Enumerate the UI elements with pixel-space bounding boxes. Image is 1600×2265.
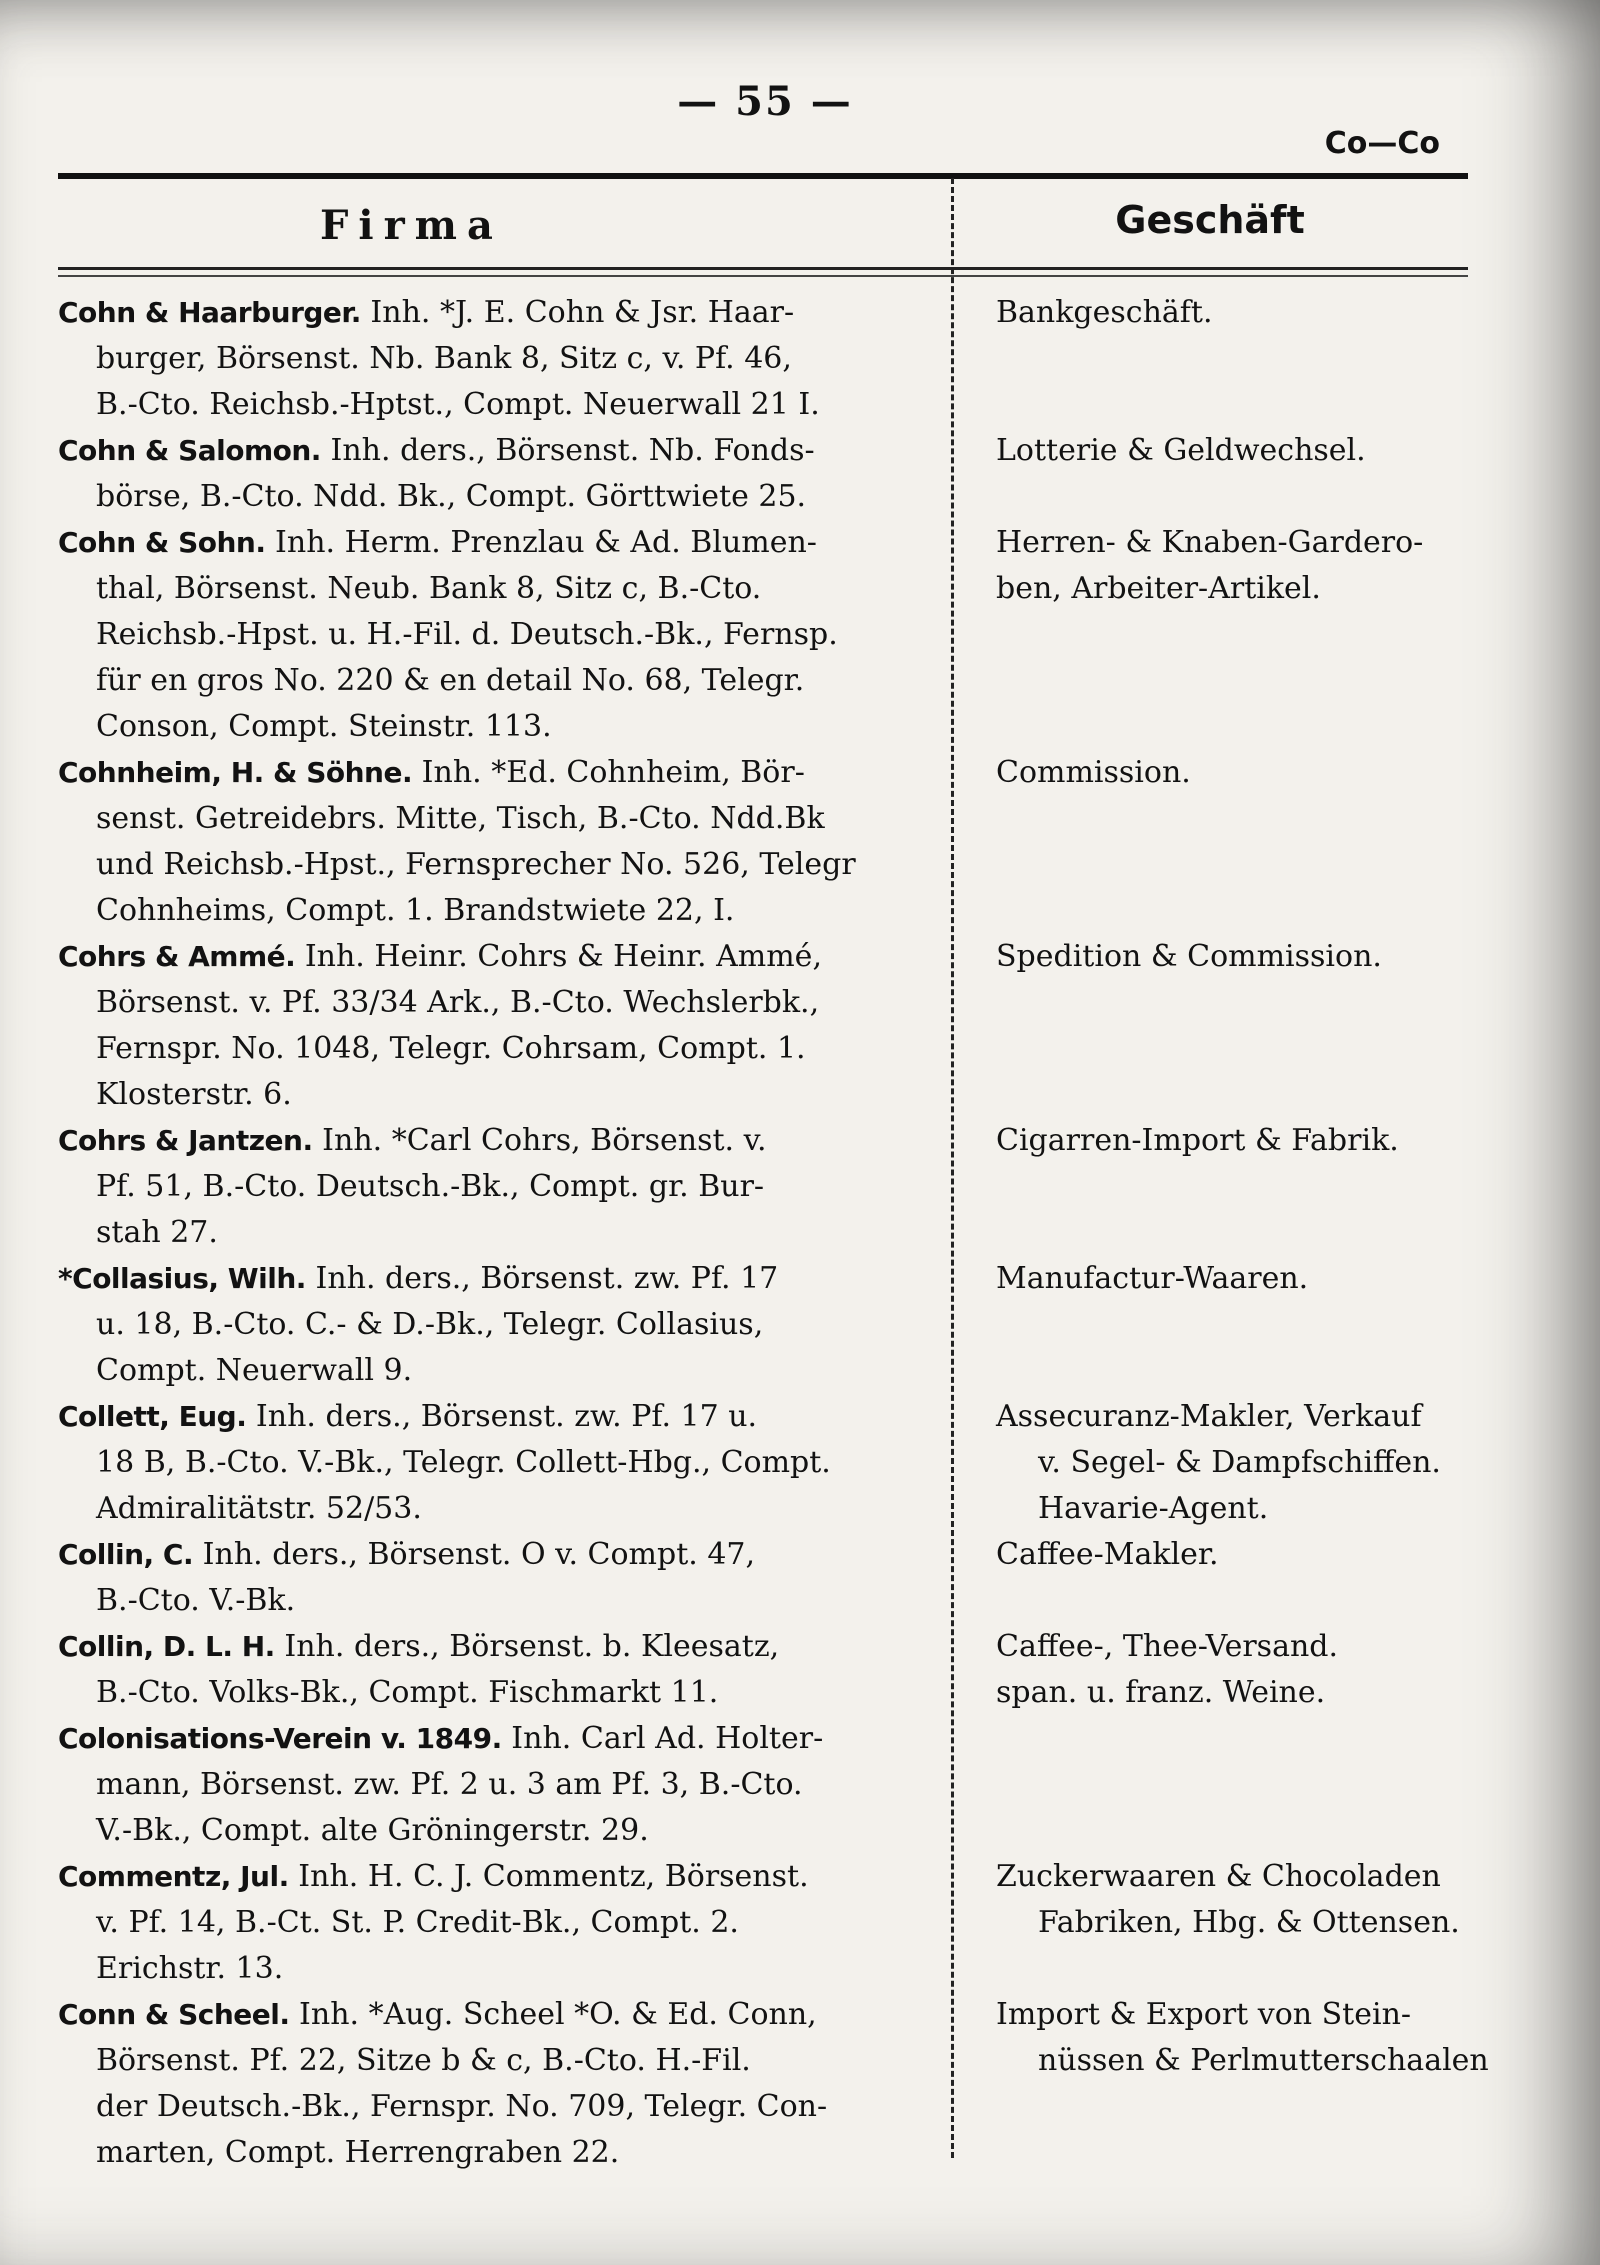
entry-name: Conn & Scheel. [58,1998,290,2031]
entry-detail-line: B.-Cto. Volks-Bk., Compt. Fischmarkt 11. [96,1675,719,1710]
entry-business-line: Import & Export von Stein- [996,1997,1412,2032]
directory-entry [0,1716,1600,1854]
running-head: Co—Co [1324,126,1440,161]
entry-firma [58,1716,958,1854]
directory-entry [0,1532,1600,1624]
entry-detail-line: marten, Compt. Herrengraben 22. [96,2135,620,2170]
entry-business-line: Manufactur-Waaren. [996,1261,1309,1296]
entry-detail-line: und Reichsb.-Hpst., Fernsprecher No. 526, Telegr [96,847,856,882]
column-header-firma: Firma [320,202,503,249]
entry-detail-line: Inh. Herm. Prenzlau & Ad. Blumen- [275,525,817,560]
entry-detail-line: burger, Börsenst. Nb. Bank 8, Sitz c, v. Pf. 46, [96,341,792,376]
entry-name: Cohn & Salomon. [58,434,321,467]
entry-business-line: ben, Arbeiter-Artikel. [996,571,1321,606]
entry-detail-line: Pf. 51, B.-Cto. Deutsch.-Bk., Compt. gr. Bur- [96,1169,765,1204]
entry-firma [58,1532,958,1624]
entry-first-line [58,520,948,566]
entry-business-line: Commission. [996,755,1191,790]
column-header-geschaeft: Geschäft [1115,198,1305,242]
entry-detail-line: 18 B, B.-Cto. V.-Bk., Telegr. Collett-Hbg., Compt. [96,1445,831,1480]
entry-detail-line: mann, Börsenst. zw. Pf. 2 u. 3 am Pf. 3, B.-Cto. [96,1767,803,1802]
directory-entry [0,1118,1600,1256]
entry-detail-line: u. 18, B.-Cto. C.- & D.-Bk., Telegr. Collasius, [96,1307,764,1342]
entry-detail-line: B.-Cto. V.-Bk. [96,1583,296,1618]
directory-entry [0,1256,1600,1394]
entry-geschaeft [996,1624,1516,1716]
entry-business-line: span. u. franz. Weine. [996,1675,1326,1710]
entry-name: Collin, C. [58,1538,194,1571]
entry-firma [58,1256,958,1394]
entry-detail-line: stah 27. [96,1215,218,1250]
directory-entry [0,1992,1600,2176]
entry-first-line [58,1118,948,1164]
entry-business-line: Zuckerwaaren & Chocoladen [996,1859,1441,1894]
entry-detail-line: Conson, Compt. Steinstr. 113. [96,709,552,744]
entry-name: Colonisations-Verein v. 1849. [58,1722,502,1755]
directory-entries [0,290,1600,2176]
entry-firma [58,750,958,934]
entry-detail-line: Inh. *Carl Cohrs, Börsenst. v. [322,1123,767,1158]
directory-entry [0,1624,1600,1716]
entry-geschaeft [996,428,1516,520]
entry-first-line [58,1992,948,2038]
entry-detail-line: Inh. ders., Börsenst. b. Kleesatz, [284,1629,780,1664]
entry-firma [58,1394,958,1532]
entry-geschaeft [996,934,1516,1118]
entry-name: *Collasius, Wilh. [58,1262,306,1295]
entry-detail-line: Reichsb.-Hpst. u. H.-Fil. d. Deutsch.-Bk., Fernsp. [96,617,838,652]
entry-name: Collett, Eug. [58,1400,247,1433]
entry-detail-line: Börsenst. Pf. 22, Sitze b & c, B.-Cto. H.-Fil. [96,2043,751,2078]
entry-first-line [58,1624,948,1670]
entry-name: Cohn & Haarburger. [58,296,361,329]
entry-business-line: Caffee-, Thee-Versand. [996,1629,1339,1664]
directory-entry [0,750,1600,934]
entry-first-line [58,934,948,980]
entry-geschaeft [996,1394,1516,1532]
entry-detail-line: Admiralitätstr. 52/53. [96,1491,422,1526]
entry-firma [58,428,958,520]
entry-first-line [58,1854,948,1900]
top-rule [58,173,1468,179]
entry-detail-line: Fernspr. No. 1048, Telegr. Cohrsam, Compt. 1. [96,1031,806,1066]
entry-name: Cohrs & Ammé. [58,940,296,973]
entry-detail-line: Inh. H. C. J. Commentz, Börsenst. [298,1859,809,1894]
entry-geschaeft [996,1992,1516,2176]
entry-name: Cohn & Sohn. [58,526,266,559]
entry-detail-line: Inh. ders., Börsenst. O v. Compt. 47, [202,1537,756,1572]
entry-business-line: Havarie-Agent. [1038,1491,1269,1526]
directory-entry [0,934,1600,1118]
entry-business-line: Cigarren-Import & Fabrik. [996,1123,1399,1158]
entry-firma [58,934,958,1118]
entry-name: Cohrs & Jantzen. [58,1124,313,1157]
entry-firma [58,1992,958,2176]
entry-detail-line: Inh. Carl Ad. Holter- [511,1721,824,1756]
entry-geschaeft [996,1118,1516,1256]
entry-geschaeft [996,520,1516,750]
entry-detail-line: Inh. ders., Börsenst. zw. Pf. 17 [315,1261,779,1296]
entry-geschaeft [996,1716,1516,1854]
entry-business-line: Bankgeschäft. [996,295,1213,330]
entry-detail-line: Erichstr. 13. [96,1951,284,1986]
entry-first-line [58,428,948,474]
entry-business-line: Spedition & Commission. [996,939,1382,974]
entry-geschaeft [996,1854,1516,1992]
entry-detail-line: Inh. *Ed. Cohnheim, Bör- [421,755,805,790]
page-number: — 55 — [677,78,853,125]
directory-entry [0,520,1600,750]
entry-detail-line: Inh. Heinr. Cohrs & Heinr. Ammé, [304,939,822,974]
header-rule [58,267,1468,270]
entry-name: Cohnheim, H. & Söhne. [58,756,413,789]
entry-geschaeft [996,290,1516,428]
entry-detail-line: für en gros No. 220 & en detail No. 68, Telegr. [96,663,805,698]
entry-first-line [58,1394,948,1440]
entry-name: Collin, D. L. H. [58,1630,275,1663]
entry-name: Commentz, Jul. [58,1860,289,1893]
directory-entry [0,290,1600,428]
entry-detail-line: Compt. Neuerwall 9. [96,1353,413,1388]
entry-detail-line: Inh. *J. E. Cohn & Jsr. Haar- [370,295,795,330]
entry-firma [58,520,958,750]
entry-detail-line: börse, B.-Cto. Ndd. Bk., Compt. Görttwiete 25. [96,479,807,514]
header-rule-secondary [58,275,1468,277]
entry-detail-line: Börsenst. v. Pf. 33/34 Ark., B.-Cto. Wechslerbk., [96,985,820,1020]
directory-entry [0,1854,1600,1992]
entry-business-line: Assecuranz-Makler, Verkauf [996,1399,1422,1434]
entry-first-line [58,290,948,336]
entry-business-line: Herren- & Knaben-Gardero- [996,525,1424,560]
entry-first-line [58,1532,948,1578]
entry-first-line [58,750,948,796]
entry-detail-line: der Deutsch.-Bk., Fernspr. No. 709, Telegr. Con- [96,2089,828,2124]
entry-firma [58,1624,958,1716]
entry-firma [58,290,958,428]
entry-first-line [58,1256,948,1302]
entry-first-line [58,1716,948,1762]
entry-business-line: Lotterie & Geldwechsel. [996,433,1366,468]
entry-detail-line: Klosterstr. 6. [96,1077,292,1112]
entry-detail-line: Inh. *Aug. Scheel *O. & Ed. Conn, [299,1997,817,2032]
entry-detail-line: Inh. ders., Börsenst. Nb. Fonds- [330,433,815,468]
entry-business-line: v. Segel- & Dampfschiffen. [1038,1445,1441,1480]
entry-detail-line: v. Pf. 14, B.-Ct. St. P. Credit-Bk., Compt. 2. [96,1905,739,1940]
directory-entry [0,428,1600,520]
entry-detail-line: Cohnheims, Compt. 1. Brandstwiete 22, I. [96,893,735,928]
entry-geschaeft [996,1532,1516,1624]
entry-detail-line: V.-Bk., Compt. alte Gröningerstr. 29. [96,1813,649,1848]
entry-detail-line: B.-Cto. Reichsb.-Hptst., Compt. Neuerwall 21 I. [96,387,820,422]
entry-firma [58,1118,958,1256]
entry-geschaeft [996,750,1516,934]
entry-business-line: Caffee-Makler. [996,1537,1219,1572]
entry-detail-line: thal, Börsenst. Neub. Bank 8, Sitz c, B.-Cto. [96,571,762,606]
entry-detail-line: senst. Getreidebrs. Mitte, Tisch, B.-Cto. Ndd.Bk [96,801,825,836]
entry-geschaeft [996,1256,1516,1394]
entry-detail-line: Inh. ders., Börsenst. zw. Pf. 17 u. [255,1399,758,1434]
entry-business-line: nüssen & Perlmutterschaalen [1038,2043,1489,2078]
directory-entry [0,1394,1600,1532]
entry-firma [58,1854,958,1992]
entry-business-line: Fabriken, Hbg. & Ottensen. [1038,1905,1460,1940]
